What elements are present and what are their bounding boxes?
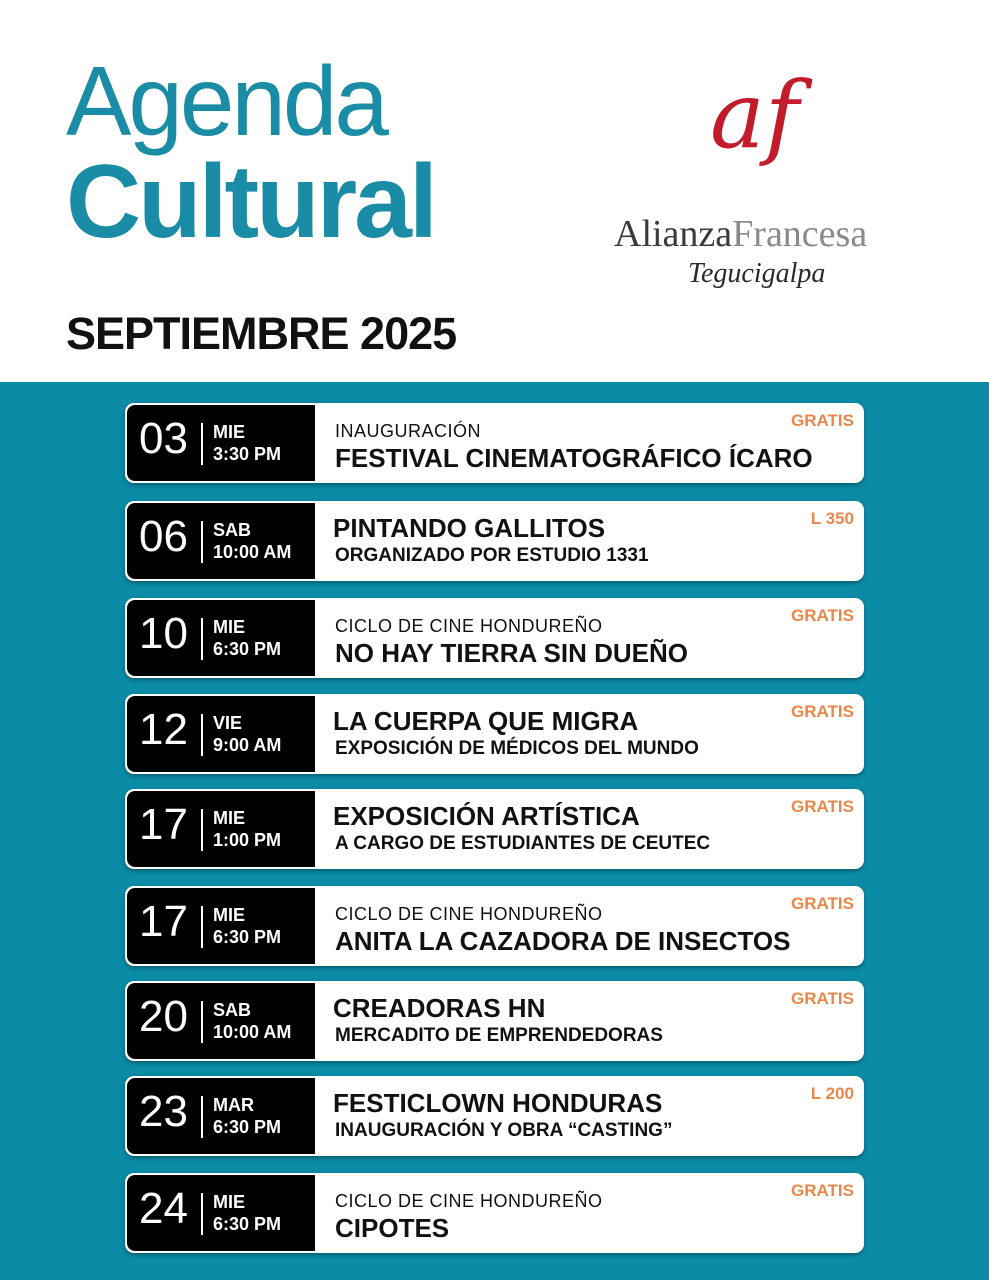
event-weekday: MIE — [213, 1192, 246, 1212]
date-separator — [201, 423, 203, 465]
event-date-box — [127, 503, 315, 579]
event-subtitle: CICLO DE CINE HONDUREÑO — [335, 1191, 603, 1211]
event-date-box — [127, 405, 315, 481]
logo-name-b: Francesa — [732, 213, 868, 255]
event-card — [125, 789, 864, 869]
header — [0, 0, 989, 382]
event-weekday: MIE — [213, 422, 246, 442]
event-day: 06 — [139, 512, 188, 561]
date-separator — [201, 1001, 203, 1043]
page-title-line2: Cultural — [66, 144, 435, 260]
logo-name-a: Alianza — [614, 213, 733, 255]
event-subtitle: CICLO DE CINE HONDUREÑO — [335, 616, 603, 636]
event-subtitle: MERCADITO DE EMPRENDEDORAS — [335, 1025, 663, 1046]
event-price: L 200 — [810, 1084, 854, 1103]
event-card — [125, 1076, 864, 1156]
event-card — [125, 886, 864, 966]
event-time: 10:00 AM — [213, 542, 292, 562]
event-title: EXPOSICIÓN ARTÍSTICA — [333, 801, 640, 831]
event-title: CREADORAS HN — [333, 993, 546, 1023]
date-separator — [201, 1096, 203, 1138]
event-subtitle: CICLO DE CINE HONDUREÑO — [335, 904, 603, 924]
event-title: CIPOTES — [335, 1213, 450, 1243]
event-subtitle: INAUGURACIÓN — [335, 421, 482, 441]
month-heading: SEPTIEMBRE 2025 — [66, 308, 457, 359]
event-day: 20 — [139, 992, 188, 1041]
event-day: 23 — [139, 1087, 188, 1136]
date-separator — [201, 521, 203, 563]
date-separator — [201, 809, 203, 851]
event-date-box — [127, 1078, 315, 1154]
event-day: 03 — [139, 414, 188, 463]
event-title: NO HAY TIERRA SIN DUEÑO — [335, 638, 688, 668]
event-title: ANITA LA CAZADORA DE INSECTOS — [335, 926, 791, 956]
event-time: 6:30 PM — [213, 927, 282, 947]
event-date-box — [127, 1175, 315, 1251]
event-price: GRATIS — [791, 797, 854, 816]
event-date-box — [127, 696, 315, 772]
logo-name — [614, 212, 867, 256]
date-separator — [201, 1193, 203, 1235]
date-separator — [201, 714, 203, 756]
date-separator — [201, 906, 203, 948]
event-subtitle: INAUGURACIÓN Y OBRA “CASTING” — [335, 1120, 673, 1141]
event-price: GRATIS — [791, 1181, 854, 1200]
event-weekday: MIE — [213, 808, 246, 828]
event-weekday: SAB — [213, 520, 252, 540]
event-time: 3:30 PM — [213, 444, 282, 464]
event-date-box — [127, 600, 315, 676]
event-card — [125, 501, 864, 581]
date-separator — [201, 618, 203, 660]
event-weekday: MIE — [213, 617, 246, 637]
event-price: GRATIS — [791, 894, 854, 913]
event-day: 17 — [139, 897, 188, 946]
page-title-line1: Agenda — [66, 46, 386, 156]
event-title: FESTICLOWN HONDURAS — [333, 1088, 663, 1118]
event-price: L 350 — [810, 509, 854, 528]
event-card — [125, 598, 864, 678]
event-day: 12 — [139, 705, 188, 754]
event-time: 9:00 AM — [213, 735, 282, 755]
af-logo-icon: af — [710, 62, 799, 169]
event-card — [125, 694, 864, 774]
event-title: PINTANDO GALLITOS — [333, 513, 606, 543]
event-subtitle: EXPOSICIÓN DE MÉDICOS DEL MUNDO — [335, 738, 699, 759]
event-time: 6:30 PM — [213, 1214, 282, 1234]
event-weekday: SAB — [213, 1000, 252, 1020]
event-price: GRATIS — [791, 411, 854, 430]
event-price: GRATIS — [791, 702, 854, 721]
event-title: FESTIVAL CINEMATOGRÁFICO ÍCARO — [335, 443, 813, 473]
event-time: 1:00 PM — [213, 830, 282, 850]
event-weekday: MAR — [213, 1095, 254, 1115]
event-date-box — [127, 888, 315, 964]
event-time: 10:00 AM — [213, 1022, 292, 1042]
event-subtitle: A CARGO DE ESTUDIANTES DE CEUTEC — [335, 833, 711, 854]
alianza-francesa-logo — [610, 62, 910, 294]
event-day: 17 — [139, 800, 188, 849]
event-day: 10 — [139, 609, 188, 658]
event-day: 24 — [139, 1184, 188, 1233]
event-card — [125, 1173, 864, 1253]
event-price: GRATIS — [791, 606, 854, 625]
logo-city: Tegucigalpa — [688, 258, 826, 289]
event-subtitle: ORGANIZADO POR ESTUDIO 1331 — [335, 545, 649, 566]
event-date-box — [127, 983, 315, 1059]
event-weekday: MIE — [213, 905, 246, 925]
event-weekday: VIE — [213, 713, 243, 733]
event-time: 6:30 PM — [213, 1117, 282, 1137]
event-card — [125, 403, 864, 483]
event-price: GRATIS — [791, 989, 854, 1008]
event-card — [125, 981, 864, 1061]
event-date-box — [127, 791, 315, 867]
event-time: 6:30 PM — [213, 639, 282, 659]
event-title: LA CUERPA QUE MIGRA — [333, 706, 639, 736]
